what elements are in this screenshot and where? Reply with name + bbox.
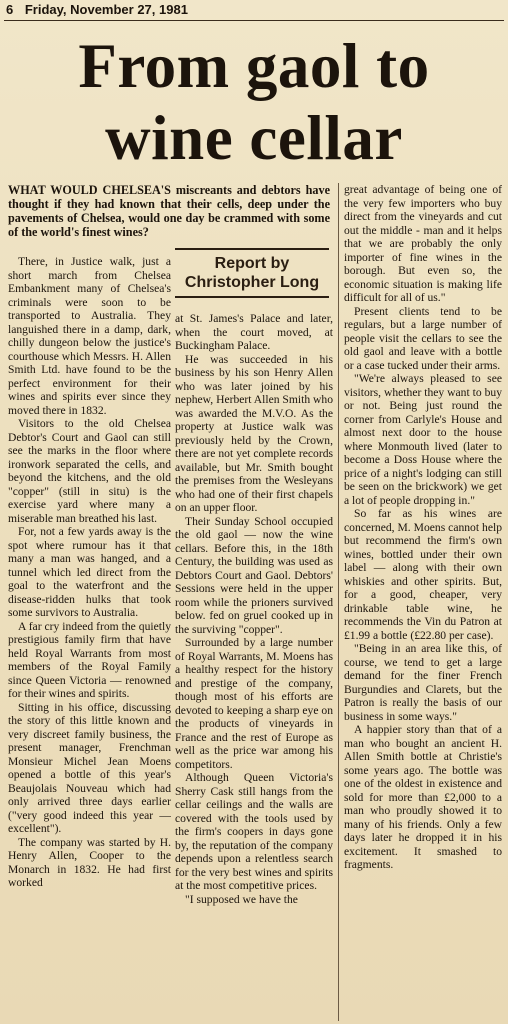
- page-number: 6: [6, 2, 14, 17]
- paragraph: "We're always pleased to see visitors, whether they want to buy or not. Being just round the corner from Carlyle's House and almost next door to the house where Monmouth lived (later to become a Doss House where the price of a night's lodging can still be seen on the brickwork) we get a lot of people dropping in.": [344, 372, 502, 507]
- paragraph: Visitors to the old Chelsea Debtor's Court and Gaol can still see the marks in the floor where ironwork separated the cells, and beyond the kitchens, and the old "copper" (still in situ) is the exercise yard where many a miserable man breathed his last.: [8, 417, 171, 525]
- paragraph: Present clients tend to be regulars, but a large number of people visit the cellars to see the old gaol and leave with a bottle or a case tucked under their arms.: [344, 304, 502, 372]
- byline-label: Report by: [214, 255, 290, 272]
- paragraph: "Being in an area like this, of course, we tend to get a large demand for the finer French Burgundies and Clarets, but the Patron is really the basis of our business in some ways.": [344, 642, 502, 723]
- byline-author: Christopher Long: [184, 274, 320, 291]
- column-1: [8, 255, 171, 1023]
- byline-box: [175, 248, 329, 298]
- paragraph: Their Sunday School occupied the old gaol — now the wine cellars. Before this, in the 18th Century, the building was used as Debtors Court and Gaol. Debtors' Sessions were held in the upper room while the prioners survived below. fed on gruel cooked up in the surviving "copper".: [175, 514, 333, 636]
- headline-line-1: From gaol to: [78, 31, 430, 101]
- paragraph: at St. James's Palace and later, when the court moved, at Buckingham Palace.: [175, 312, 333, 352]
- paragraph: Surrounded by a large number of Royal Warrants, M. Moens has a healthy respect for the history and prestige of the company, though most of his efforts are devoted to keeping a sharp eye on the products of vineyards in France and the rest of Europe as well as the price war among his competitors.: [175, 636, 333, 771]
- top-rule: [4, 20, 504, 21]
- paragraph: For, not a few yards away is the spot where rumour has it that many a man was hanged, and a tunnel which led direct from the goal to the waterfront and the disease-ridden hulks that took some survivors to Australia.: [8, 525, 171, 619]
- paragraph: "I supposed we have the: [185, 892, 298, 906]
- paragraph: Sitting in his office, discussing the story of this little known and very discreet family business, the present manager, Frenchman Monsieur Michel Jean Moens opened a bottle of this year's Beaujolais Nouveau which had only arrived three days earlier ("very good indeed this year — excellent").: [8, 700, 171, 835]
- paragraph: A far cry indeed from the quietly prestigious family firm that have held Royal Warrants from most members of the Royal Family since Queen Victoria — renowned for their wines and spirits.: [8, 619, 171, 700]
- paragraph: great advantage of being one of the very few importers who buy direct from the vineyards and cut out the middle - man and it helps that we are probably the only importer of fine wines in the borough. But even so, the economic situation is making life difficult for all of us.": [344, 183, 502, 304]
- paragraph: So far as his wines are concerned, M. Moens cannot help but recommend the firm's own wines, bottled under their own label — along with their own whiskies and other spirits. But, for a good, cheaper, very drinkable table wine, he recommends the Vin du Patron at £1.99 a bottle (£22.80 per case).: [344, 507, 502, 642]
- column-2: [175, 312, 333, 1022]
- paragraph: He was succeeded in his business by his son Henry Allen who was later joined by his nephew, Herbert Allen Smith who was awarded the M.V.O. As the property at Justice walk was previously held by the Crown, there are not yet complete records available, but Mr. Smith bought the premises from the Wesleyans who had one of their first chapels on an upper floor.: [175, 352, 333, 514]
- column-3: [344, 183, 502, 1023]
- byline-rule-bottom: [175, 296, 329, 298]
- lede-paragraph: WHAT WOULD CHELSEA'S miscreants and debtors have thought if they had known that their cells, deep under the pavements of Chelsea, would one day be crammed with some of the world's finest wines?: [8, 183, 330, 239]
- byline-rule-top: [175, 248, 329, 250]
- paragraph: A happier story than that of a man who bought an ancient H. Allen Smith bottle at Christie's some years ago. The bottle was one of the oldest in existence and sold for more than £2,000 to a man who proudly showed it to many of his friends. Only a few days later he dropped it in his excitement. It smashed to fragments.: [344, 723, 502, 871]
- paragraph: The company was started by H. Henry Allen, Cooper to the Monarch in 1832. He had first worked: [8, 835, 171, 889]
- issue-date: Friday, November 27, 1981: [24, 2, 188, 17]
- paragraph: There, in Justice walk, just a short march from Chelsea Embankment many of Chelsea's criminals were soon to be transported to Australia. They languished there in a damp, dark, chilly dungeon below the justice's courthouse which Messrs. H. Allen Smith Ltd. have found to be the perfect environment for their wines and spirits ever since they moved there in 1832.: [8, 255, 171, 417]
- dateline: [6, 2, 188, 17]
- paragraph: Although Queen Victoria's Sherry Cask still hangs from the cellar ceilings and the walls are covered with the tools used by the firm's coopers in days gone by, the reputation of the company depends upon a relentless search for the very best wines and spirits at the most competitive prices.: [175, 771, 333, 892]
- headline-line-2: wine cellar: [105, 103, 403, 173]
- column-divider: [338, 183, 339, 1021]
